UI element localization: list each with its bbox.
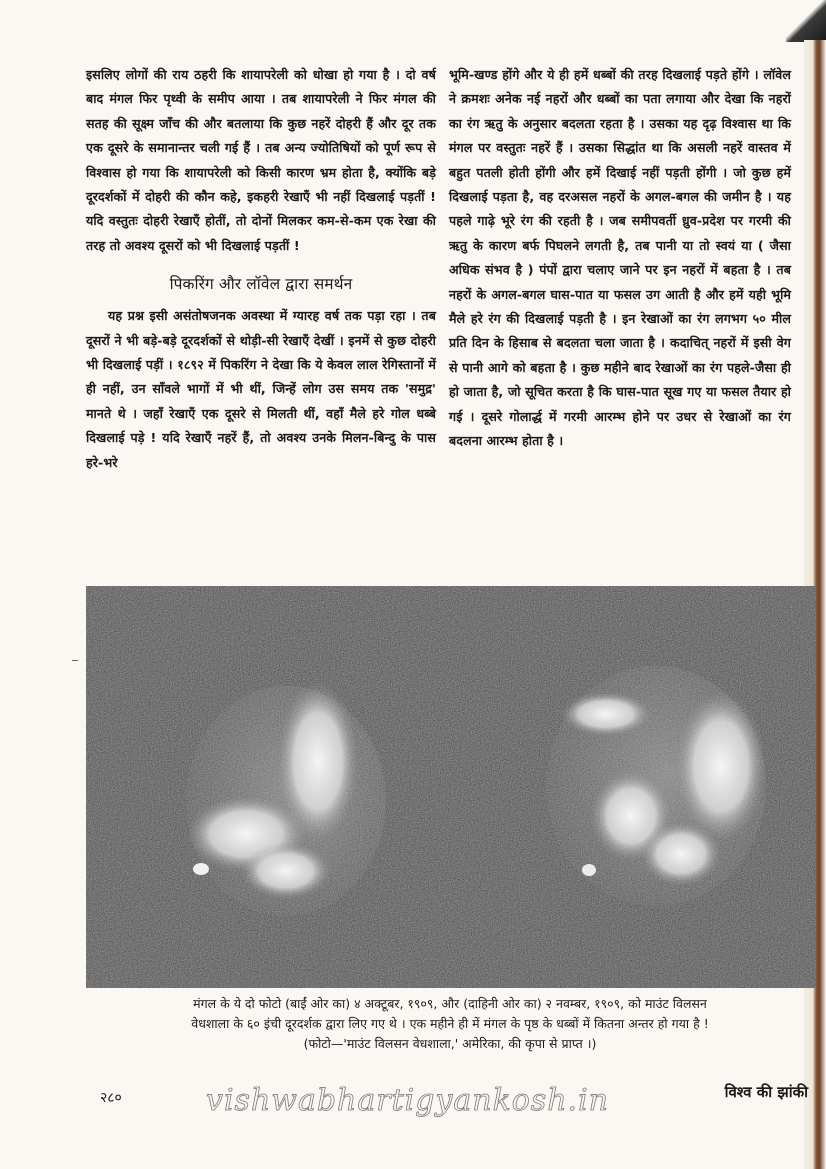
right-paragraph-1: भूमि-खण्ड होंगे और ये ही हमें धब्बों की तरह दिखलाई पड़ते होंगे । लॉवेल ने क्रमशः अनेक नई नहरों और धब्बों का पता लगाया और देखा कि नहरों का रंग ऋतु के अनुसार बदलता रहता है । उसका यह दृढ़ विश्वास था कि मंगल पर वस्तुतः नहरें हैं । उसका सिद्धांत था कि असली नहरें वास्तव में बहुत पतली होती होंगी और हमें दिखाई नहीं पड़ती होंगी । जो कुछ हमें दिखलाई पड़ता है, वह दरअसल नहरों के अगल-बगल की जमीन है । यह पहले गाढ़े भूरे रंग की रहती है । जब समीपवर्ती ध्रुव-प्रदेश पर गरमी की ऋतु के कारण बर्फ पिघलने लगती है, तब पानी या तो स्वयं या ( जैसा अधिक संभव है ) पंपों द्वारा चलाए जाने पर इन नहरों में बहता है । तब नहरों के अगल-बगल घास-पात या फसल उग आती है और हमें यही भूमि मैले हरे रंग की दिखलाई पड़ती है । इन रेखाओं का रंग लगभग ५० मील प्रति दिन के हिसाब से बदलता चला जाता है । कदाचित् नहरों में इसी वेग से पानी आगे को बहता है । कुछ महीने बाद रेखाओं का रंग पहले-जैसा ही हो जाता है, जो सूचित करता है कि घास-पात सूख गए या फसल तैयार हो गई । दूसरे गोलार्द्ध में गरमी आरम्भ होने पर उधर से रेखाओं का रंग बदलना आरम्भ होता है । [449,67,791,449]
mars-photographs [86,586,816,988]
page-number: २८० [100,1090,122,1106]
right-column [449,63,791,454]
caption-line-1: मंगल के ये दो फोटो (बाईं ओर का) ४ अक्टूबर, १९०९, और (दाहिनी ओर का) २ नवम्बर, १९०९, को माउंट विलसन [193,996,707,1011]
mars-right-disk [546,666,766,906]
page-corner-shadow [786,0,826,42]
left-column [86,63,436,475]
section-subheading: पिकरिंग और लॉवेल द्वारा समर्थन [169,275,353,294]
watermark: vishwabhartigyankosh.in [206,1083,609,1118]
caption-line-2: वेधशाला के ६० इंची दूरदर्शक द्वारा लिए गए थे । एक महीने ही में मंगल के पृष्ठ के धब्बों में कितना अन्तर हो गया है ! [191,1016,709,1031]
caption-line-3: (फोटो—'माउंट विलसन वेधशाला,' अमेरिका, की कृपा से प्राप्त ।) [303,1036,597,1051]
mars-photo-illustration [86,586,816,988]
margin-mark [72,660,78,661]
figure-caption [90,994,810,1054]
left-paragraph-1: इसलिए लोगों की राय ठहरी कि शायापरेली को धोखा हो गया है । दो वर्ष बाद मंगल फिर पृथ्वी के समीप आया । तब शायापरेली ने फिर मंगल की सतह की सूक्ष्म जाँच की और बतलाया कि कुछ नहरें दोहरी हैं और दूर तक एक दूसरे के समानान्तर चली गई हैं । तब अन्य ज्योतिषियों को पूर्ण रूप से विश्वास हो गया कि शायापरेली को किसी कारण भ्रम होता है, क्योंकि बड़े दूरदर्शकों में दोहरी की कौन कहे, इकहरी रेखाएँ भी नहीं दिखलाई पड़तीं ! यदि वस्तुतः दोहरी रेखाएँ होतीं, तो दोनों मिलकर कम-से-कम एक रेखा की तरह तो अवश्य दूसरों को भी दिखलाई पड़तीं ! [86,67,437,253]
left-paragraph-2: यह प्रश्न इसी असंतोषजनक अवस्था में ग्यारह वर्ष तक पड़ा रहा । तब दूसरों ने भी बड़े-बड़े दूरदर्शकों से थोड़ी-सी रेखाएँ देखीं । इनमें से कुछ दोहरी भी दिखलाई पड़ीं । १८९२ में पिकरिंग ने देखा कि ये केवल लाल रेगिस्तानों में ही नहीं, उन साँवले भागों में भी थीं, जिन्हें लोग उस समय तक 'समुद्र' मानते थे । जहाँ रेखाएँ एक दूसरे से मिलती थीं, वहाँ मैले हरे गोल धब्बे दिखलाई पड़े ! यदि रेखाएँ नहरें हैं, तो अवश्य उनके मिलन-बिन्दु के पास हरे-भरे [86,308,436,470]
running-title: विश्व की झांकी [724,1083,808,1101]
